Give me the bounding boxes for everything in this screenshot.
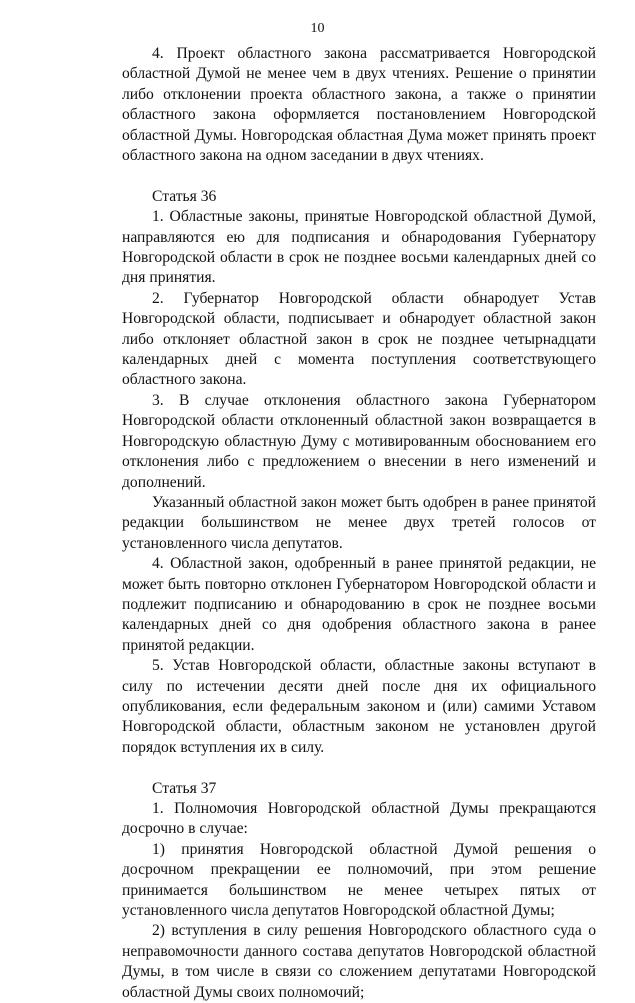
document-body bbox=[122, 44, 596, 1003]
paragraph-article35-item4: 4. Проект областного закона рассматривается Новгородской областной Думой не менее чем в двух чтениях. Решение о принятии либо отклонении проекта областного закона, а также о принятии областного закона оформляется постановлением Новгородской областной Думы. Новгородская областная Дума может принять проект областного закона на одном заседании в двух чтениях. bbox=[122, 45, 596, 165]
paragraph-article36-item2: 2. Губернатор Новгородской области обнародует Устав Новгородской области, подписывает и обнародует областной закон либо отклоняет областной закон в срок не позднее четырнадцати календарных дней с момента поступления соответствующего областного закона. bbox=[122, 289, 596, 389]
article-36-heading: Статья 36 bbox=[152, 187, 217, 205]
paragraph-article36-item3: 3. В случае отклонения областного закона Губернатором Новгородской области отклоненный областной закон возвращается в Новгородскую областную Думу с мотивированным обоснованием его отклонения либо с предложением о внесении в него изменений и дополнений. bbox=[122, 391, 596, 491]
paragraph-article36-item1: 1. Областные законы, принятые Новгородской областной Думой, направляются ею для подписания и обнародования Губернатору Новгородской области в срок не позднее восьми календарных дней со дня принятия. bbox=[122, 208, 596, 287]
paragraph-article37-item1: 1. Полномочия Новгородской областной Думы прекращаются досрочно в случае: bbox=[122, 800, 596, 838]
paragraph-article36-item4: 4. Областной закон, одобренный в ранее принятой редакции, не может быть повторно отклонен Губернатором Новгородской области и подлежит подписанию и обнародованию в срок не позднее восьми календарных дней со дня одобрения областного закона в ранее принятой редакции. bbox=[122, 555, 596, 654]
paragraph-article36-item3-continued: Указанный областной закон может быть одобрен в ранее принятой редакции большинством не менее двух третей голосов от установленного числа депутатов. bbox=[122, 493, 596, 552]
page-number: 10 bbox=[310, 21, 325, 36]
paragraph-article36-item5: 5. Устав Новгородской области, областные законы вступают в силу по истечении десяти дней после дня их официального опубликования, если федеральным законом и (или) самими Уставом Новгородской области, областным законом не установлен другой порядок вступления их в силу. bbox=[122, 657, 596, 756]
paragraph-article37-subitem2: 2) вступления в силу решения Новгородского областного суда о неправомочности данного состава депутатов Новгородской областной Думы, в том числе в связи со сложением депутатами Новгородской областной Думы своих полномочий; bbox=[122, 922, 596, 1001]
article-37-heading: Статья 37 bbox=[152, 779, 217, 797]
paragraph-article37-subitem1: 1) принятия Новгородской областной Думой решения о досрочном прекращении ее полномочий, при этом решение принимается большинством не менее четырех пятых от установленного числа депутатов Новгородской областной Думы; bbox=[122, 840, 596, 920]
